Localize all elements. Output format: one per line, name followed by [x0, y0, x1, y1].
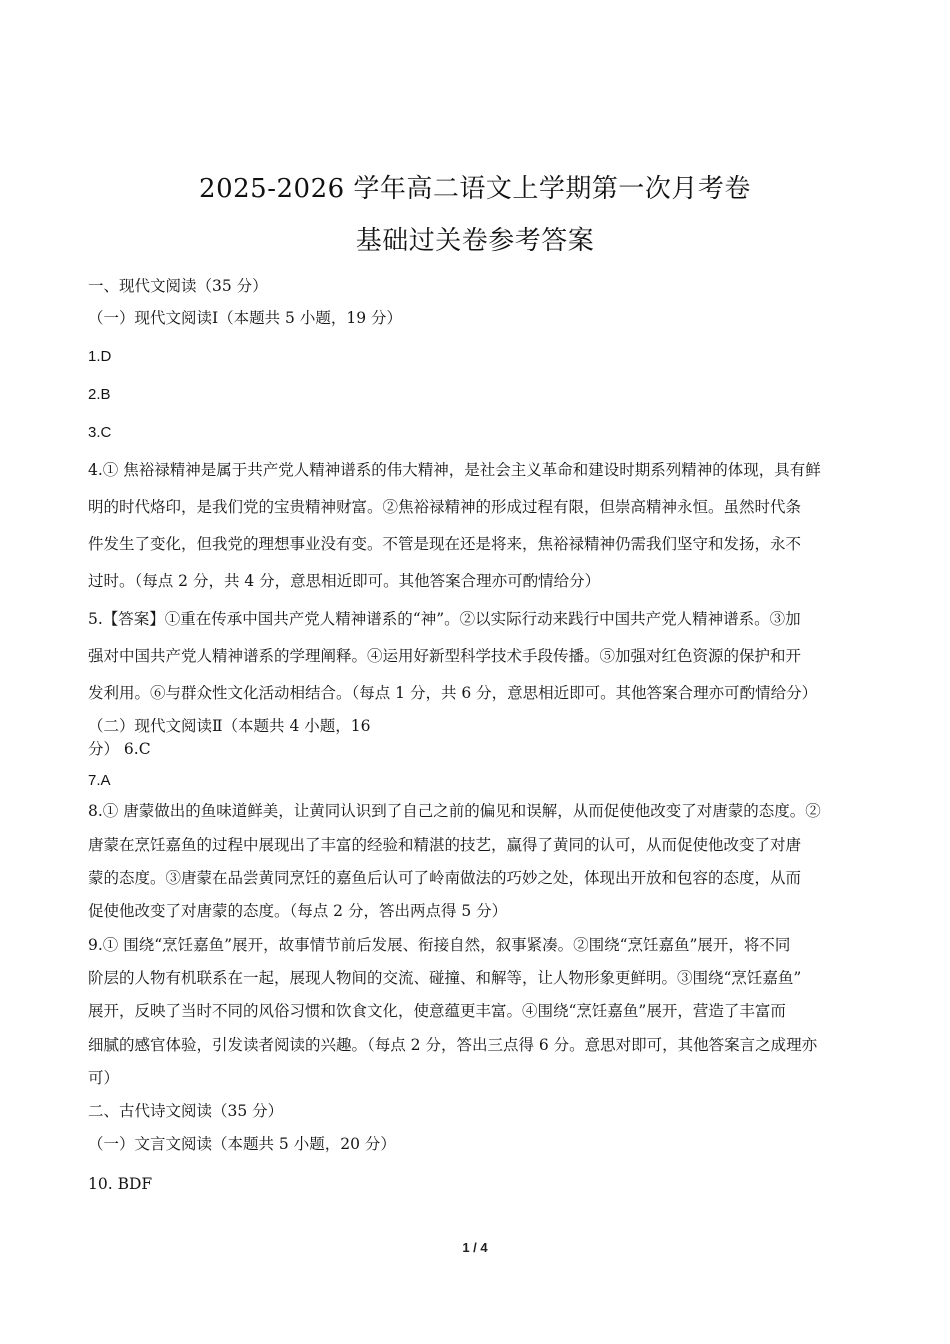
answer-line: 10. BDF: [88, 1175, 153, 1193]
answer-line: 唐蒙在烹饪嘉鱼的过程中展现出了丰富的经验和精湛的技艺，赢得了黄同的认可，从而促使他改变了对唐: [88, 836, 802, 854]
answer-line: 5.【答案】①重在传承中国共产党人精神谱系的“神”。②以实际行动来践行中国共产党人精神谱系。③加: [88, 610, 801, 628]
answer-line: 展开，反映了当时不同的风俗习惯和饮食文化，使意蕴更丰富。④围绕“烹饪嘉鱼”展开，营造了丰富而: [88, 1002, 786, 1020]
answer-line: 促使他改变了对唐蒙的态度。（每点 2 分，答出两点得 5 分）: [88, 902, 508, 920]
answer-line: 1.D: [88, 348, 112, 365]
answer-line: 过时。（每点 2 分，共 4 分，意思相近即可。其他答案合理亦可酌情给分）: [88, 572, 601, 590]
answer-line: 8.① 唐蒙做出的鱼味道鲜美，让黄同认识到了自己之前的偏见和误解，从而促使他改变了对唐蒙的态度。②: [88, 802, 821, 820]
answer-line: 发利用。⑥与群众性文化活动相结合。（每点 1 分，共 6 分，意思相近即可。其他答案合理亦可酌情给分）: [88, 684, 818, 702]
answer-line: 2.B: [88, 386, 111, 403]
answer-line: 强对中国共产党人精神谱系的学理阐释。④运用好新型科学技术手段传播。⑤加强对红色资源的保护和开: [88, 647, 802, 665]
page-number: 1 / 4: [462, 1240, 488, 1255]
answer-line: 9.① 围绕“烹饪嘉鱼”展开，故事情节前后发展、衔接自然，叙事紧凑。②围绕“烹饪嘉鱼”展开，将不同: [88, 936, 791, 954]
subsection-heading: （一）文言文阅读（本题共 5 小题，20 分）: [88, 1135, 396, 1153]
subsection-heading: （二）现代文阅读Ⅱ（本题共 4 小题，16: [88, 717, 371, 735]
answer-line: 3.C: [88, 424, 112, 441]
answer-line: 阶层的人物有机联系在一起，展现人物间的交流、碰撞、和解等，让人物形象更鲜明。③围绕“烹饪嘉鱼”: [88, 969, 802, 987]
document-title: 2025-2026 学年高二语文上学期第一次月考卷: [199, 174, 751, 204]
answer-line: 细腻的感官体验，引发读者阅读的兴趣。（每点 2 分，答出三点得 6 分。意思对即可，其他答案言之成理亦: [88, 1036, 818, 1054]
subsection-heading: （一）现代文阅读Ⅰ（本题共 5 小题，19 分）: [88, 309, 402, 327]
answer-line: 明的时代烙印，是我们党的宝贵精神财富。②焦裕禄精神的形成过程有限，但崇高精神永恒。虽然时代条: [88, 498, 802, 516]
answer-line: 可）: [88, 1069, 120, 1087]
answer-line: 件发生了变化，但我党的理想事业没有变。不管是现在还是将来，焦裕禄精神仍需我们坚守和发扬，永不: [88, 535, 802, 553]
document-subtitle: 基础过关卷参考答案: [355, 226, 595, 256]
answer-line: 4.① 焦裕禄精神是属于共产党人精神谱系的伟大精神，是社会主义革命和建设时期系列精神的体现，具有鲜: [88, 461, 821, 479]
section-heading: 二、古代诗文阅读（35 分）: [88, 1102, 284, 1120]
answer-line: 蒙的态度。③唐蒙在品尝黄同烹饪的嘉鱼后认可了岭南做法的巧妙之处，体现出开放和包容的态度，从而: [88, 869, 802, 887]
answer-line: 7.A: [88, 772, 111, 789]
answer-line: 分） 6.C: [88, 740, 151, 758]
section-heading: 一、现代文阅读（35 分）: [88, 277, 268, 295]
